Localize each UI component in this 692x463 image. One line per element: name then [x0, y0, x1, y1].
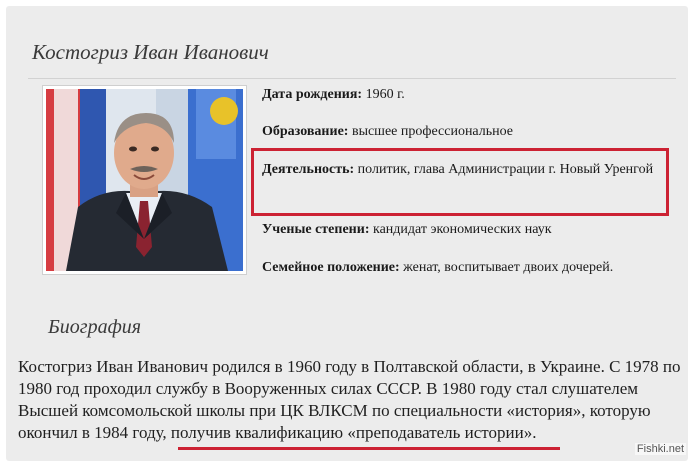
info-label-activity: Деятельность:: [262, 162, 355, 177]
portrait-photo-frame: [42, 85, 247, 275]
info-value-education: высшее профессиональное: [351, 124, 514, 139]
biography-text-after: .: [532, 423, 537, 442]
info-value-activity: политик, глава Администрации г. Новый Уренгой: [357, 162, 654, 177]
info-label-family: Семейное положение:: [262, 260, 400, 275]
info-label-birth: Дата рождения:: [262, 87, 363, 102]
biography-heading: Биография: [48, 316, 142, 338]
person-name: Костогриз Иван Иванович: [32, 40, 269, 64]
info-value-family: женат, воспитывает двоих дочерей.: [403, 260, 614, 275]
biography-text-before: Костогриз Иван Иванович родился в 1960 году в Полтавской области, в Украине. С 1978 по 1980 год проходил службу в Вооруженных силах СССР. В 1980 году стал слушателем Высшей комсомольской школы при ЦК ВЛКСМ по специальности «история», которую окончил в 1984 году,: [18, 357, 681, 442]
activity-highlight-box: [251, 148, 669, 216]
info-label-degrees: Ученые степени:: [262, 222, 370, 237]
qualification-underline-mark: [178, 447, 560, 450]
biography-text: [18, 356, 688, 444]
portrait-photo: [46, 89, 243, 271]
watermark: Fishki.net: [636, 443, 684, 455]
biography-text-marked: получив квалификацию «преподаватель истории»: [170, 423, 533, 442]
info-row-degrees: [262, 219, 552, 240]
info-row-birth: [262, 84, 405, 105]
info-row-education: [262, 121, 513, 142]
info-label-education: Образование:: [262, 124, 349, 139]
info-value-birth: 1960 г.: [365, 87, 405, 102]
info-row-family: [262, 257, 613, 278]
info-value-degrees: кандидат экономических наук: [372, 222, 552, 237]
divider: [28, 78, 676, 79]
portrait-image: [46, 89, 243, 271]
